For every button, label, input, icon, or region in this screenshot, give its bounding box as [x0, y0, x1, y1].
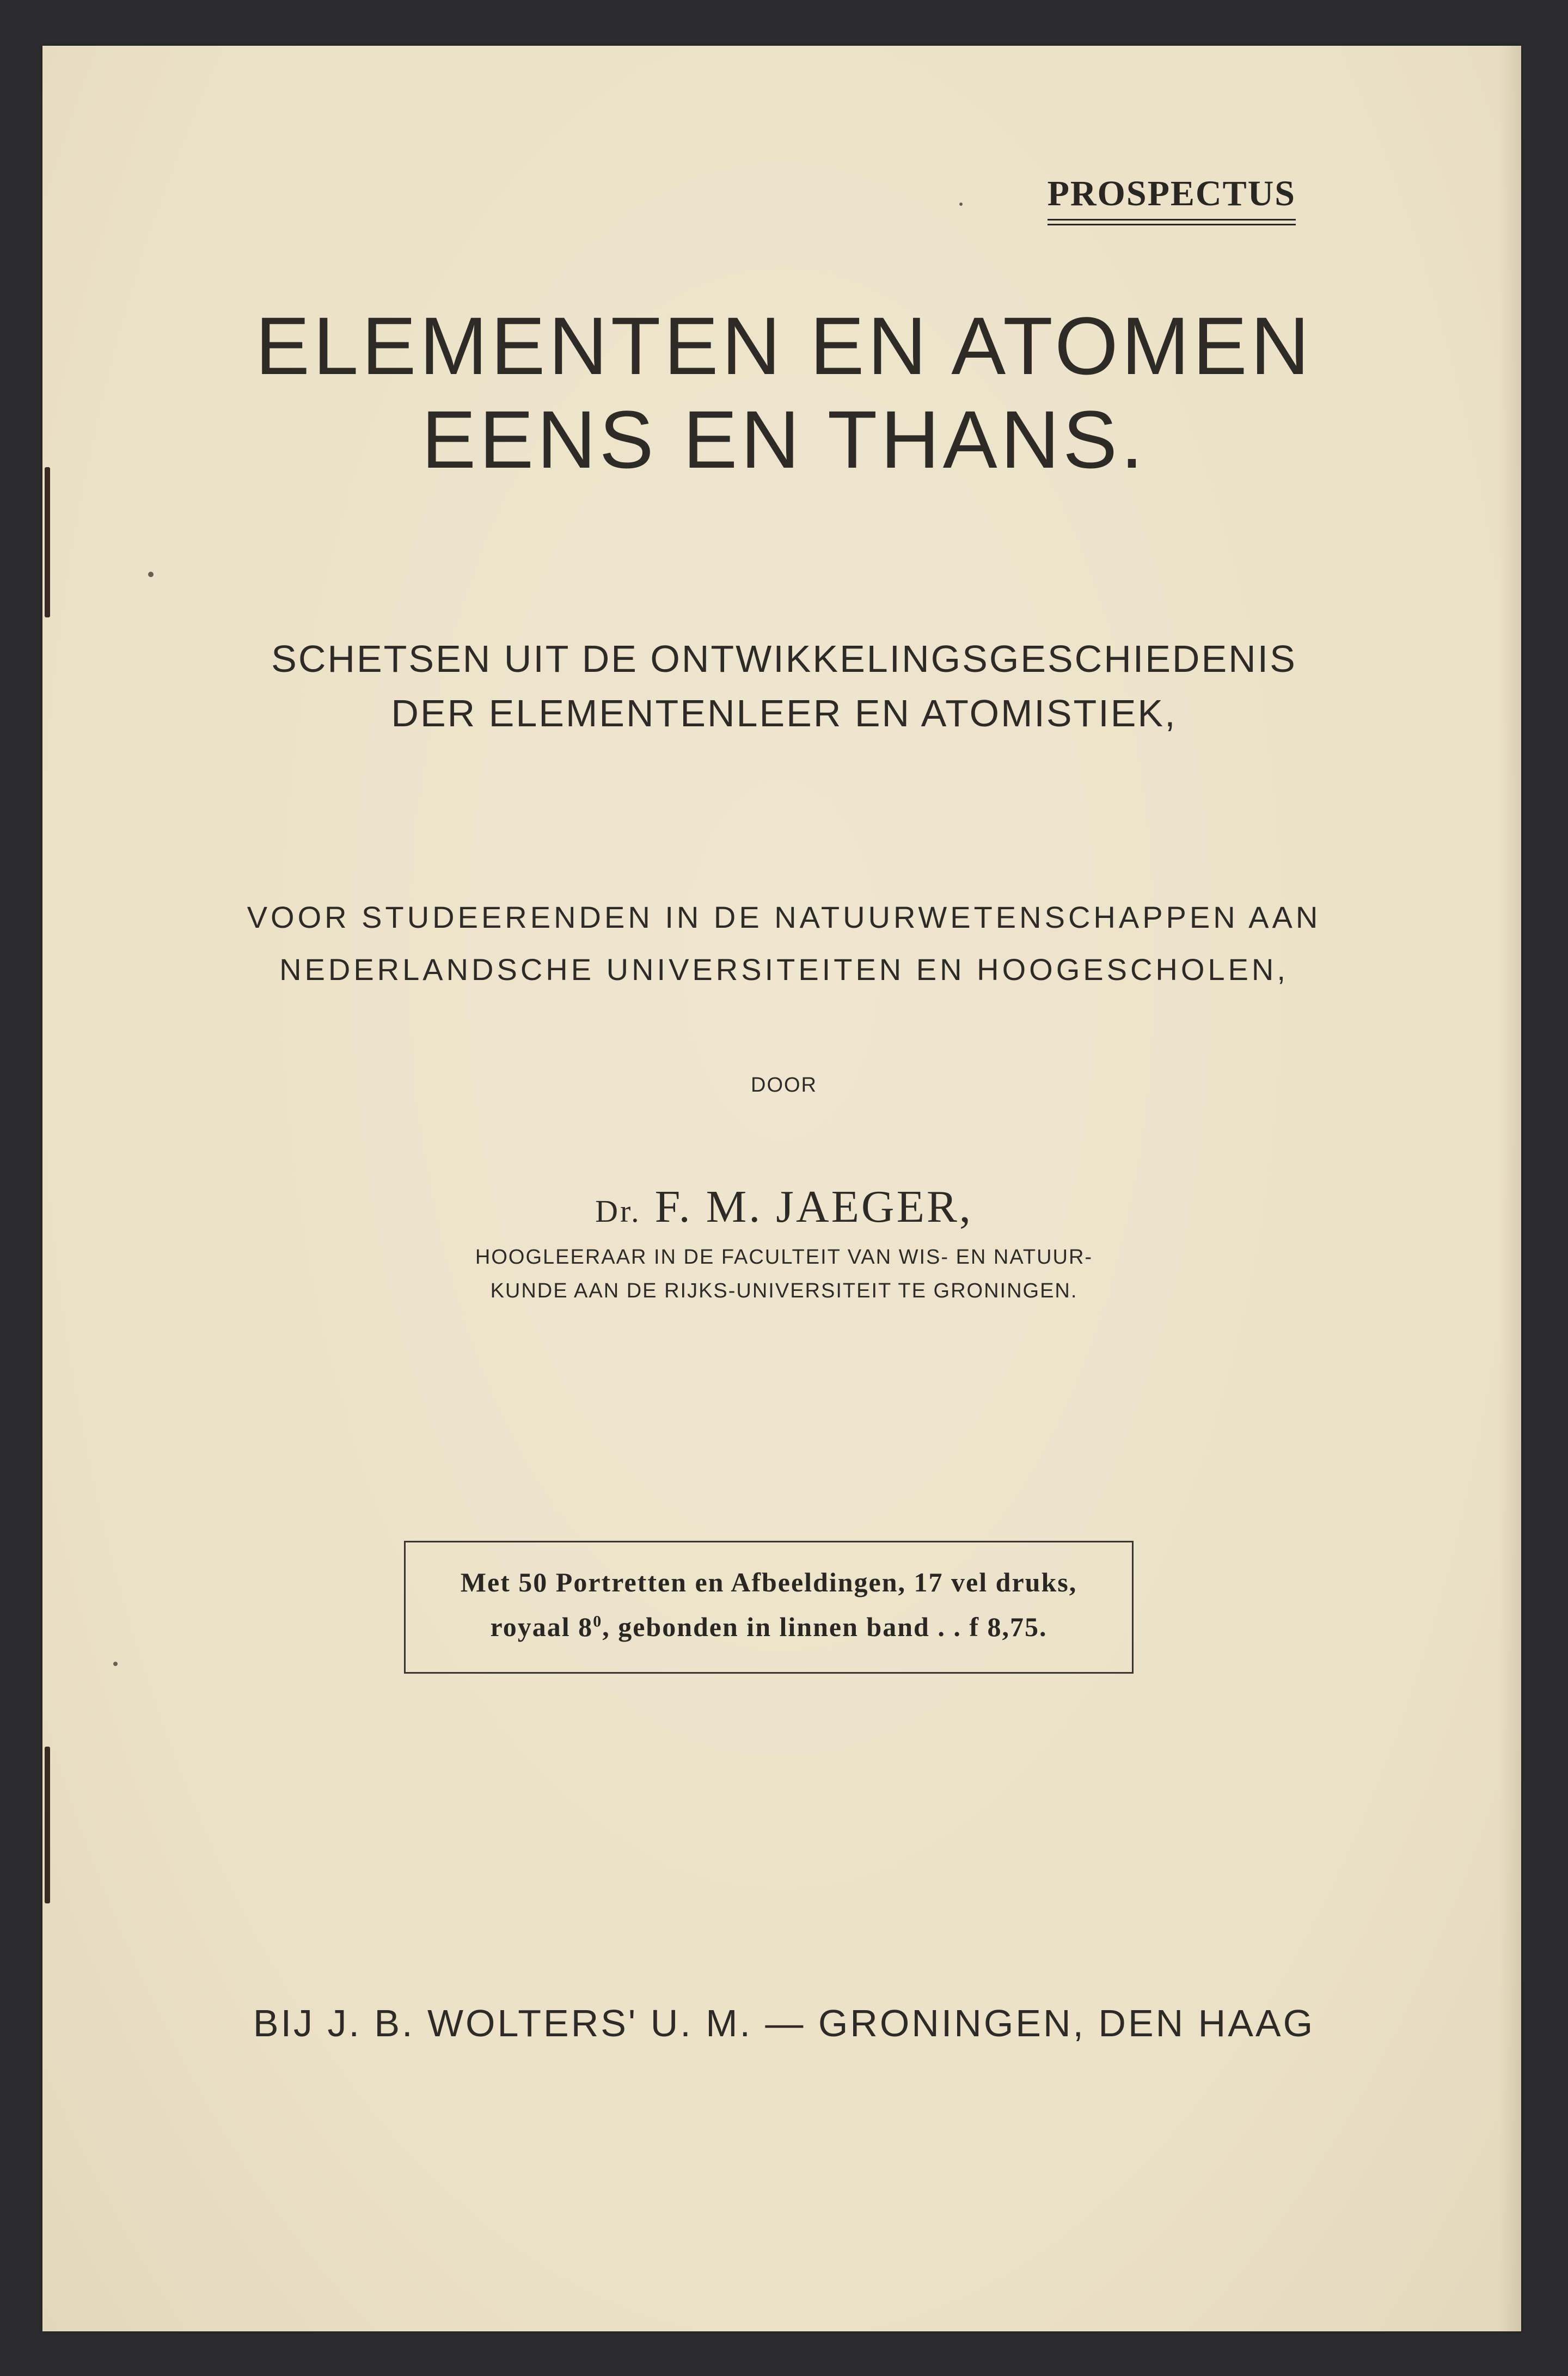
affiliation-line-2: KUNDE AAN DE RIJKS-UNIVERSITEIT TE GRONINGEN.: [490, 1279, 1078, 1302]
details-line-1: Met 50 Portretten en Afbeeldingen, 17 vel druks,: [460, 1567, 1077, 1597]
binding-staple-top: [45, 467, 50, 617]
details-line-2-end: , gebonden in linnen band . . f 8,75.: [602, 1612, 1048, 1642]
details-box: [404, 1541, 1134, 1674]
binding-staple-bottom: [45, 1747, 50, 1903]
subtitle-line-1: SCHETSEN UIT DE ONTWIKKELINGSGESCHIEDENIS: [271, 638, 1297, 680]
publisher-line: BIJ J. B. WOLTERS' U. M. — GRONINGEN, DEN HAAG: [253, 2002, 1315, 2044]
affiliation-line-1: HOOGLEERAAR IN DE FACULTEIT VAN WIS- EN NATUUR-: [475, 1246, 1093, 1269]
author-title-prefix: Dr.: [595, 1193, 641, 1229]
details-line-2-superscript: 0: [593, 1612, 603, 1631]
prospectus-label: PROSPECTUS: [1048, 173, 1296, 221]
paper-speck: [959, 203, 963, 206]
details-line-2: [406, 1611, 1132, 1643]
audience-line-1: VOOR STUDEERENDEN IN DE NATUURWETENSCHAPPEN AAN: [247, 900, 1321, 934]
byline-door: DOOR: [751, 1074, 817, 1097]
title-line-2: EENS EN THANS.: [421, 394, 1147, 485]
title-line-1: ELEMENTEN EN ATOMEN: [255, 300, 1313, 391]
details-line-2-start: royaal 8: [490, 1612, 593, 1642]
prospectus-header: [1034, 173, 1296, 221]
paper-speck: [148, 572, 154, 577]
audience-line-2: NEDERLANDSCHE UNIVERSITEITEN EN HOOGESCHOLEN,: [279, 952, 1289, 987]
author-name-text: F. M. JAEGER,: [654, 1181, 973, 1232]
paper-speck: [113, 1662, 118, 1666]
subtitle-line-2: DER ELEMENTENLEER EN ATOMISTIEK,: [391, 692, 1177, 734]
author-name: [0, 1180, 1568, 1233]
